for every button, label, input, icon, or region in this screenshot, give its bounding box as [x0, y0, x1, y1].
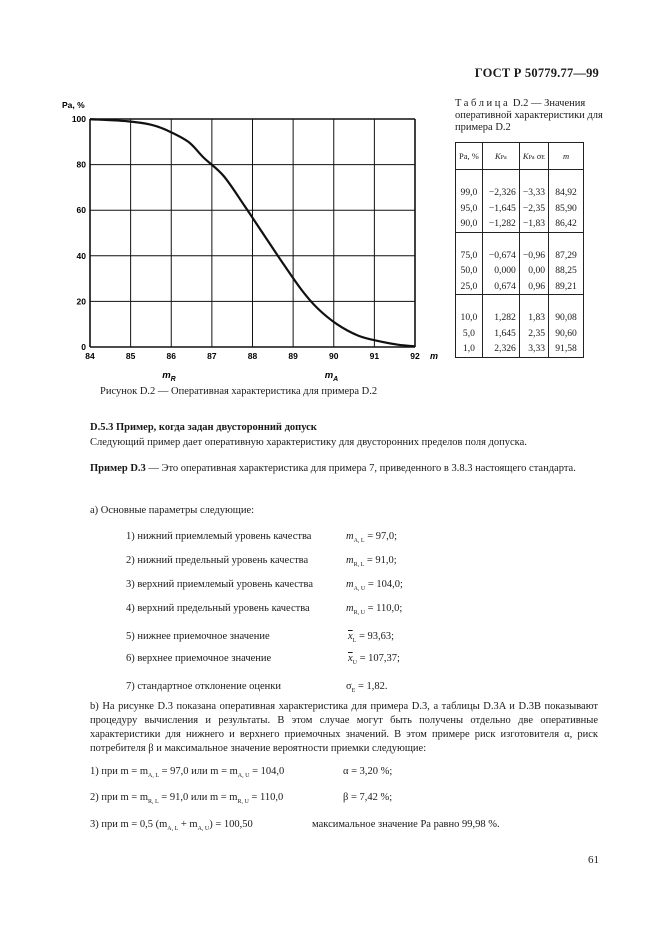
param-value — [348, 652, 400, 670]
result-value: максимальное значение Pa равно 99,98 %. — [312, 819, 500, 830]
y-tick-label-80: 80 — [76, 159, 86, 170]
table-cell: −1,83 — [519, 216, 548, 232]
param-symbol: m — [346, 555, 354, 566]
param-number: = 107,37; — [357, 653, 400, 664]
result-part-end: = 104,0 — [249, 766, 285, 777]
table-row — [456, 263, 584, 279]
table-cell: 2,326 — [482, 341, 519, 357]
section-paragraph-1 — [90, 436, 598, 450]
table-cell: 99,0 — [456, 185, 483, 201]
param-label: 6) верхнее приемочное значение — [126, 653, 272, 664]
table-spacer-row — [456, 170, 584, 186]
x-tick-label-84: 84 — [85, 351, 95, 361]
param-value — [346, 680, 388, 698]
table-cell: 0,00 — [519, 263, 548, 279]
example-text: — Это оперативная характеристика для примера 7, приведенного в 3.8.3 настоящего стандарта. — [145, 463, 576, 474]
result-part-end: ) = 100,50 — [209, 819, 253, 830]
table-cell: −0,96 — [519, 248, 548, 264]
table-cell: 88,25 — [549, 263, 584, 279]
table-caption-word: Таблица — [455, 98, 511, 109]
result-row — [90, 765, 598, 783]
y-tick-label-100: 100 — [71, 114, 86, 124]
param-subscript: A, U — [353, 586, 366, 593]
table-cell: −2,35 — [519, 201, 548, 217]
param-subscript: L — [352, 638, 357, 645]
table-cell: 1,645 — [482, 326, 519, 342]
y-tick-label-40: 40 — [76, 250, 86, 261]
param-subscript: E — [351, 688, 356, 695]
param-symbol: m — [346, 531, 354, 542]
result-part-end: = 110,0 — [248, 792, 284, 803]
table-spacer-row — [456, 295, 584, 311]
table-header-kpa-sigma: KPa σE — [519, 143, 548, 170]
table-spacer-cell — [482, 170, 519, 186]
figure-caption: Рисунок D.2 — Оперативная характеристика для примера D.2 — [100, 386, 378, 397]
param-symbol: $\overline{x}$ — [348, 653, 353, 664]
param-label: 2) нижний предельный уровень качества — [126, 555, 309, 566]
table-cell: 2,35 — [519, 326, 548, 342]
table-cell: 91,58 — [549, 341, 584, 357]
table-d2 — [455, 142, 584, 358]
y-tick-label-20: 20 — [76, 296, 86, 307]
table-cell: −0,674 — [482, 248, 519, 264]
param-value — [346, 530, 397, 548]
param-symbol: m — [346, 603, 354, 614]
y-axis-label: Pa, % — [62, 100, 85, 110]
table-cell: 75,0 — [456, 248, 483, 264]
oc-chart — [60, 92, 440, 382]
x-tick-label-87: 87 — [207, 351, 217, 361]
table-spacer-cell — [549, 170, 584, 186]
table-spacer-cell — [519, 295, 548, 311]
param-value — [346, 554, 397, 572]
table-header-row — [456, 143, 584, 170]
param-subscript: R, L — [353, 562, 365, 569]
table-cell: 1,83 — [519, 310, 548, 326]
section-paragraph-2 — [90, 462, 598, 476]
result-part-s2: R, U — [237, 799, 249, 806]
x-tick-label-91: 91 — [369, 351, 380, 361]
table-cell: 1,282 — [482, 310, 519, 326]
table-cell: 1,0 — [456, 341, 483, 357]
table-spacer-cell — [456, 170, 483, 186]
result-part-mid: + m — [178, 819, 198, 830]
result-part-mid: = 91,0 или m = m — [158, 792, 238, 803]
table-header-pa: Pa, % — [456, 143, 483, 170]
page-header: ГОСТ Р 50779.77—99 — [474, 66, 599, 80]
table-row — [456, 310, 584, 326]
table-cell: 0,674 — [482, 279, 519, 295]
table-cell: 5,0 — [456, 326, 483, 342]
param-symbol: $\overline{x}$ — [348, 631, 353, 642]
result-part-cond: 3) при m = 0,5 (m — [90, 819, 168, 830]
table-header-kpa: KPa — [482, 143, 519, 170]
param-value — [346, 602, 402, 620]
table-cell: 90,60 — [549, 326, 584, 342]
table-spacer-cell — [482, 295, 519, 311]
table-cell: 90,08 — [549, 310, 584, 326]
result-part-s1: R, L — [148, 799, 159, 806]
table-row — [456, 185, 584, 201]
x-tick-label-92: 92 — [410, 351, 420, 361]
result-condition — [90, 766, 285, 780]
y-tick-label-60: 60 — [76, 205, 86, 216]
table-cell: 84,92 — [549, 185, 584, 201]
result-part-cond: 1) при m = m — [90, 766, 148, 777]
param-label: 3) верхний приемлемый уровень качества — [126, 579, 314, 590]
result-part-mid: = 97,0 или m = m — [159, 766, 238, 777]
result-part-s2: A, U — [237, 773, 250, 780]
table-row — [456, 279, 584, 295]
table-cell: 3,33 — [519, 341, 548, 357]
table-row — [456, 326, 584, 342]
table-header-m: m — [549, 143, 584, 170]
table-cell: 0,000 — [482, 263, 519, 279]
mA-annotation: $m_A$ — [324, 370, 339, 382]
result-row — [90, 791, 598, 809]
param-subscript: U — [352, 660, 358, 667]
table-cell: 85,90 — [549, 201, 584, 217]
table-spacer-cell — [519, 170, 548, 186]
param-number: = 93,63; — [356, 631, 395, 642]
table-spacer-cell — [456, 295, 483, 311]
param-subscript: A, L — [353, 538, 365, 545]
result-part-s1: A, L — [148, 773, 159, 780]
result-condition — [90, 792, 284, 806]
result-part-s2: A, U — [197, 826, 210, 833]
table-caption — [455, 98, 605, 134]
table-cell: 25,0 — [456, 279, 483, 295]
x-axis-label: m — [430, 351, 439, 361]
param-label: 5) нижнее приемочное значение — [126, 631, 270, 642]
param-value — [348, 630, 394, 648]
param-row — [126, 578, 526, 592]
param-number: = 110,0; — [364, 603, 403, 614]
param-number: = 104,0; — [365, 579, 403, 590]
param-row — [126, 554, 526, 568]
param-subscript: R, U — [353, 610, 365, 617]
paragraph-b: b) На рисунке D.3 показана оперативная характеристика для примера D.3, а таблицы D.3A и D.3B показывают процедуру вычисления и результаты. В этом случае могут быть получены отдельно две оперативные характеристики для нижнего и верхнего приемочных значений. В этом примере риск изготовителя α, риск потребителя β и максимальное значение вероятности приемки следующие: — [90, 701, 598, 754]
table-spacer-cell — [482, 232, 519, 248]
param-label: 7) стандартное отклонение оценки — [126, 681, 281, 692]
result-row — [90, 818, 598, 836]
table-row — [456, 248, 584, 264]
figure-d2 — [60, 92, 440, 387]
page-number: 61 — [588, 854, 599, 866]
table-cell: −1,282 — [482, 216, 519, 232]
table-cell: −1,645 — [482, 201, 519, 217]
result-part-cond: 2) при m = m — [90, 792, 148, 803]
param-symbol: m — [346, 579, 354, 590]
result-condition — [90, 819, 253, 833]
param-label: 4) верхний предельный уровень качества — [126, 603, 310, 614]
table-cell: 10,0 — [456, 310, 483, 326]
table-cell: 87,29 — [549, 248, 584, 264]
x-tick-label-86: 86 — [166, 351, 176, 361]
example-label: Пример D.3 — [90, 463, 146, 474]
table-cell: −3,33 — [519, 185, 548, 201]
table-row — [456, 216, 584, 232]
table-cell: −2,326 — [482, 185, 519, 201]
table-cell: 0,96 — [519, 279, 548, 295]
param-number: = 1,82. — [355, 681, 388, 692]
param-label: 1) нижний приемлемый уровень качества — [126, 531, 312, 542]
table-row — [456, 341, 584, 357]
table-cell: 89,21 — [549, 279, 584, 295]
table-spacer-cell — [519, 232, 548, 248]
param-number: = 91,0; — [364, 555, 397, 566]
x-tick-label-85: 85 — [125, 351, 136, 361]
result-value: β = 7,42 %; — [343, 792, 393, 803]
param-row — [126, 680, 526, 694]
mR-annotation: $m_R$ — [162, 370, 176, 382]
table-spacer-cell — [549, 232, 584, 248]
result-part-s1: A, L — [167, 826, 179, 833]
table-cell: 50,0 — [456, 263, 483, 279]
x-tick-label-89: 89 — [288, 351, 298, 361]
table-spacer-row — [456, 232, 584, 248]
param-row — [126, 602, 526, 616]
p1-text: Следующий пример дает оперативную характеристику для двусторонних пределов поля допуска. — [90, 437, 527, 448]
params-intro: a) Основные параметры следующие: — [90, 505, 255, 516]
table-spacer-cell — [549, 295, 584, 311]
param-number: = 97,0; — [364, 531, 398, 542]
param-symbol: σ — [346, 681, 352, 692]
param-value — [346, 578, 403, 596]
table-cell: 95,0 — [456, 201, 483, 217]
table-row — [456, 201, 584, 217]
param-row — [126, 530, 526, 544]
table-cell: 90,0 — [456, 216, 483, 232]
table-cell: 86,42 — [549, 216, 584, 232]
y-tick-label-0: 0 — [81, 342, 86, 352]
table-spacer-cell — [456, 232, 483, 248]
param-row — [126, 652, 526, 666]
x-tick-label-88: 88 — [247, 351, 258, 361]
param-row — [126, 630, 526, 644]
section-heading: D.5.3 Пример, когда задан двусторонний допуск — [90, 422, 317, 433]
x-tick-label-90: 90 — [329, 351, 339, 361]
result-value: α = 3,20 %; — [343, 766, 393, 777]
table-caption-rest: D.2 — Значения оперативной характеристики для примера D.2 — [455, 98, 603, 133]
